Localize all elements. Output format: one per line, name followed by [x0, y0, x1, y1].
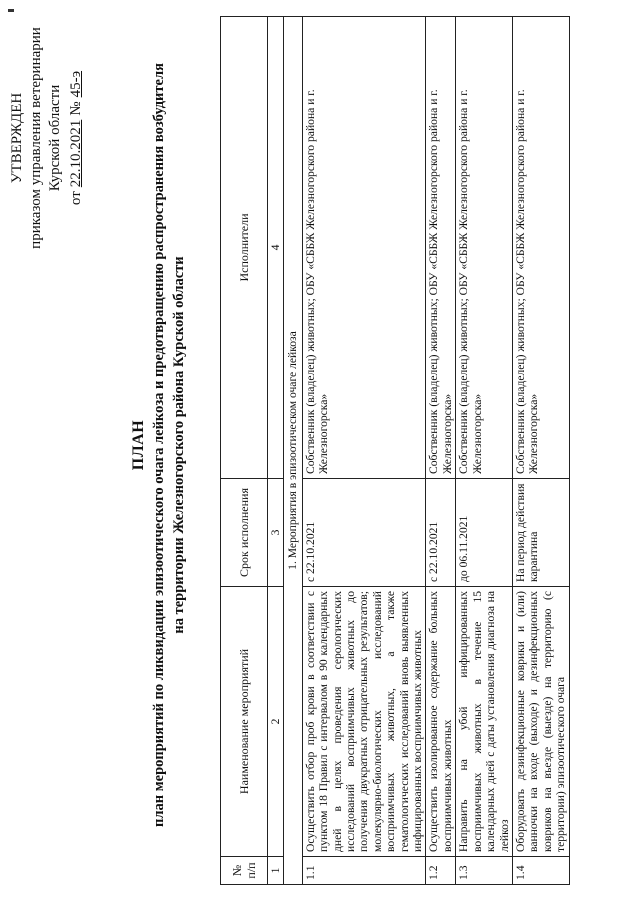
approval-line3: Курской области: [47, 84, 63, 192]
row-number: 1.4: [512, 857, 569, 885]
section-title: 1. Мероприятия в эпизоотическом очаге лейкоза: [284, 17, 302, 885]
approval-date: 22.10.2021: [68, 119, 84, 188]
table-row: [426, 17, 456, 885]
row-number: 1.3: [456, 857, 513, 885]
row-executors: Собственник (владелец) животных; ОБУ «СББЖ Железногорского района и г. Железногорска»: [426, 17, 456, 479]
table-row: [456, 17, 513, 885]
approval-date-row: [67, 23, 86, 253]
table-header-row: [221, 17, 268, 885]
row-executors: Собственник (владелец) животных; ОБУ «СББЖ Железногорского района и г. Железногорска»: [512, 17, 569, 479]
table-row: [302, 17, 426, 885]
header-number: № п/п: [221, 857, 268, 885]
row-term: На период действия карантина: [512, 479, 569, 587]
row-executors: Собственник (владелец) животных; ОБУ «СББЖ Железногорского района и г. Железногорска»: [302, 17, 426, 479]
approval-block: [8, 23, 86, 253]
row-action: Оборудовать дезинфекционные коврики и (или) ванночки на входе (выходе) и дезинфекционных ковриков на въезде (выезде) на территорию (с территории) эпизоотического очага: [512, 587, 569, 857]
col-number-1: 1: [268, 857, 284, 885]
col-number-4: 4: [268, 17, 284, 479]
approval-line2: приказом управления ветеринарии: [28, 27, 44, 249]
row-action: Направить на убой инфицированных восприимчивых животных в течение 15 календарных дней с даты установления диагноза на лейкоз: [456, 587, 513, 857]
approval-line1: УТВЕРЖДЕН: [9, 92, 25, 184]
column-number-row: [268, 17, 284, 885]
table-row: [512, 17, 569, 885]
row-term: до 06.11.2021: [456, 479, 513, 587]
header-term: Срок исполнения: [221, 479, 268, 587]
date-prefix: от: [68, 191, 84, 206]
row-executors: Собственник (владелец) животных; ОБУ «СББЖ Железногорского района и г. Железногорска»: [456, 17, 513, 479]
header-action: Наименование мероприятий: [221, 587, 268, 857]
row-action: Осуществить изолированное содержание больных восприимчивых животных: [426, 587, 456, 857]
scan-mark: [8, 9, 14, 12]
row-number: 1.2: [426, 857, 456, 885]
plan-title: [130, 25, 188, 865]
row-number: 1.1: [302, 857, 426, 885]
col-number-2: 2: [268, 587, 284, 857]
plan-table: [220, 16, 570, 885]
plan-heading: ПЛАН: [130, 419, 147, 471]
number-prefix: №: [68, 101, 84, 116]
row-term: с 22.10.2021: [302, 479, 426, 587]
row-term: с 22.10.2021: [426, 479, 456, 587]
col-number-3: 3: [268, 479, 284, 587]
header-executors: Исполнители: [221, 17, 268, 479]
plan-subtitle-line1: план мероприятий по ликвидации эпизоотического очага лейкоза и предотвращению распространения возбудителя: [151, 63, 167, 827]
section-row: [284, 17, 302, 885]
row-action: Осуществить отбор проб крови в соответствии с пунктом 18 Правил с интервалом в 90 календарных дней в целях проведения серологических исследований восприимчивых животных до получения двукратных отрицательных результатов; молекулярно-биологических исследований восприимчивых животных, а также гематологических исследований вновь выявленных инфицированных восприимчивых животных: [302, 587, 426, 857]
plan-subtitle-line2: на территории Железногорского района Курской области: [171, 256, 187, 634]
approval-number: 45-э: [68, 70, 84, 98]
